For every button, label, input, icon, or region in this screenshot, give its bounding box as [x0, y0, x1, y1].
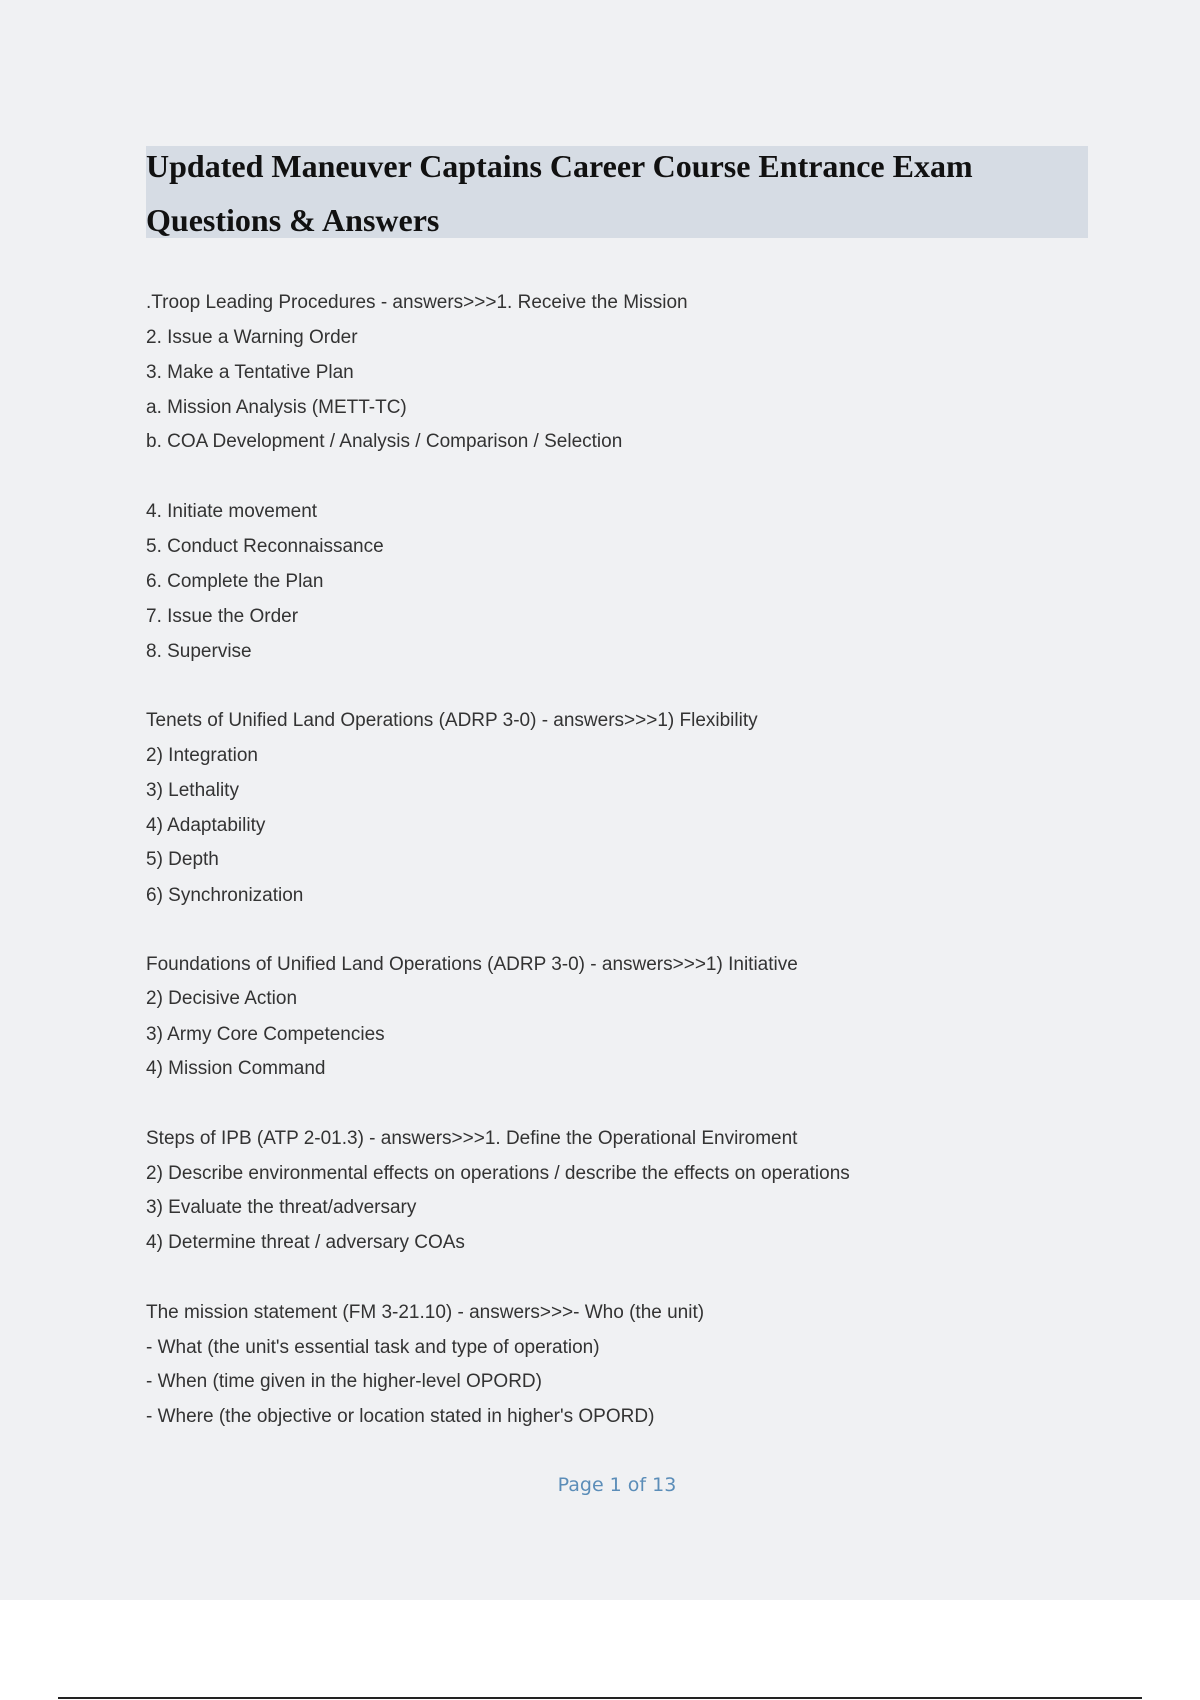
answer-line: 3. Make a Tentative Plan: [146, 362, 354, 383]
answer-line: 7. Issue the Order: [146, 606, 299, 627]
answer-line: 4) Mission Command: [146, 1058, 326, 1079]
answer-line: 3) Army Core Competencies: [146, 1024, 385, 1045]
answer-line: - What (the unit's essential task and type of operation): [146, 1337, 600, 1358]
answer-line: 2) Integration: [146, 745, 258, 766]
ipb-question: Steps of IPB (ATP 2-01.3) - answers>>>1. Define the Operational Enviroment: [146, 1128, 798, 1149]
answer-line: 5) Depth: [146, 849, 219, 870]
bottom-rule: [58, 1697, 1142, 1699]
answer-line: - When (time given in the higher-level OPORD): [146, 1371, 542, 1392]
answer-line: 4) Determine threat / adversary COAs: [146, 1232, 465, 1253]
tlp-question: .Troop Leading Procedures - answers>>>1. Receive the Mission: [146, 292, 688, 313]
answer-line: - Where (the objective or location stated in higher's OPORD): [146, 1406, 655, 1427]
answer-line: 3) Evaluate the threat/adversary: [146, 1197, 417, 1218]
answer-line: 2) Decisive Action: [146, 988, 298, 1009]
answer-line: 3) Lethality: [146, 780, 239, 801]
document-title-line-1: Updated Maneuver Captains Career Course Entrance Exam: [146, 148, 973, 184]
answer-line: 2. Issue a Warning Order: [146, 327, 358, 348]
answer-line: 6. Complete the Plan: [146, 571, 324, 592]
answer-line: 4) Adaptability: [146, 815, 266, 836]
page-footer: Page 1 of 13: [557, 1474, 677, 1496]
answer-line: 4. Initiate movement: [146, 501, 318, 522]
answer-line: 8. Supervise: [146, 641, 252, 662]
answer-line: 2) Describe environmental effects on operations / describe the effects on operations: [146, 1163, 850, 1184]
answer-line: a. Mission Analysis (METT-TC): [146, 397, 407, 418]
foundations-question: Foundations of Unified Land Operations (ADRP 3-0) - answers>>>1) Initiative: [146, 954, 798, 975]
document-title-line-2: Questions & Answers: [146, 202, 440, 238]
answer-line: b. COA Development / Analysis / Comparison / Selection: [146, 431, 623, 452]
answer-line: 5. Conduct Reconnaissance: [146, 536, 384, 557]
answer-line: 6) Synchronization: [146, 885, 304, 906]
mission-statement-question: The mission statement (FM 3-21.10) - answers>>>- Who (the unit): [146, 1302, 705, 1323]
tenets-question: Tenets of Unified Land Operations (ADRP 3-0) - answers>>>1) Flexibility: [146, 710, 758, 731]
